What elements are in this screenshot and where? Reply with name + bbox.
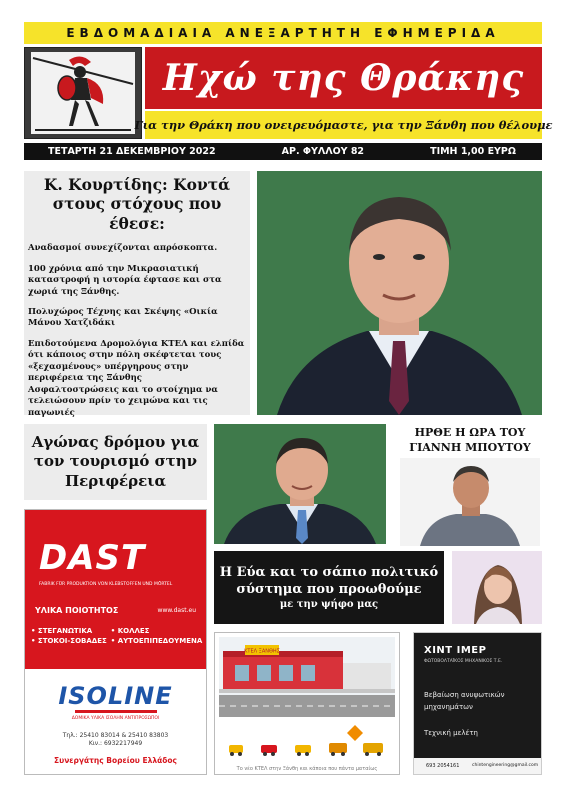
ktel-caption: Το νέο ΚΤΕΛ στην Ξάνθη και κάποια που πάντα ματαίως — [236, 766, 378, 772]
lead-story-title: Κ. Κουρτίδης: Κοντά στους στόχους που έθεσε: — [43, 175, 231, 233]
motto-box — [134, 111, 553, 139]
dast-logo: DAST — [39, 538, 146, 578]
chint-service: μηχανημάτων — [424, 703, 473, 711]
eva-story-subtitle: με την ψήφο μας — [279, 599, 379, 611]
lead-story-item: Πολυχώρος Τέχνης και Σκέψης «Οικία Μάνου Χατζιδάκι — [28, 307, 218, 329]
boutos-story-photo[interactable] — [400, 458, 540, 546]
chint-email[interactable]: chintengineering@gmail.com — [472, 763, 539, 768]
isoline-logo: ISOLINE — [58, 682, 173, 710]
issue-number: ΑΡ. ΦΥΛΛΟΥ 82 — [281, 146, 365, 157]
dast-product: • ΚΟΛΛΕΣ — [110, 627, 150, 635]
issue-info-bar — [24, 143, 542, 160]
newspaper-title-box — [145, 47, 542, 109]
man-portrait — [400, 458, 540, 546]
tourism-story[interactable] — [24, 424, 207, 500]
lead-story-item: Επιδοτούμενα Δρομολόγια ΚΤΕΛ και ελπίδα ότι κάποιος στην πόλη σκέφτεται τους «ξεχασμένους» υπέργηρους στην περιφέρεια της Ξάνθης — [28, 338, 245, 384]
isoline-phone-line: Τηλ.: 25410 83014 & 25410 83803 — [62, 732, 169, 739]
bus-station-illustration — [215, 633, 399, 765]
politician-portrait — [257, 171, 542, 415]
dast-product-list — [31, 627, 201, 645]
spartan-logo — [24, 47, 142, 139]
tourism-story-photo[interactable] — [214, 424, 386, 544]
newspaper-motto: Για την Θράκη που ονειρευόμαστε, για την Ξάνθη που θέλουμε — [134, 118, 553, 132]
eva-story-photo[interactable] — [452, 551, 542, 624]
chint-service: Βεβαίωση ανυψωτικών — [424, 691, 505, 699]
lead-story-item: Αναδασμοί συνεχίζονται απρόσκοπτα. — [28, 243, 218, 254]
tourism-story-title: Αγώνας δρόμου για τον τουρισμό στην Περιφέρεια — [31, 433, 200, 490]
eva-story[interactable] — [214, 551, 444, 624]
isoline-phones — [25, 732, 206, 749]
lead-story[interactable] — [24, 171, 250, 418]
masthead-top-strip: ΕΒΔΟΜΑΔΙΑΙΑ ΑΝΕΞΑΡΤΗΤΗ ΕΦΗΜΕΡΙΔΑ — [24, 22, 542, 44]
isoline-mobile-line: Κιν.: 6932217949 — [88, 740, 143, 748]
man-portrait — [214, 424, 386, 544]
chint-service: Τεχνική μελέτη — [424, 729, 478, 737]
dast-subline: FABRIK FÜR PRODUKTION VON KLEBSTOFFEN UND MÖRTEL — [39, 582, 173, 587]
dast-website[interactable]: www.dast.eu — [157, 607, 196, 614]
dast-product: • ΣΤΟΚΟΙ-ΣΟΒΑΔΕΣ — [31, 637, 107, 645]
dast-ad-header — [25, 510, 206, 669]
warrior-icon — [25, 48, 141, 138]
chint-company-name: ΧΙΝΤ ΙΜΕΡ — [424, 645, 487, 656]
issue-date: ΤΕΤΑΡΤΗ 21 ΔΕΚΕΜΒΡΙΟΥ 2022 — [48, 146, 216, 157]
woman-portrait — [452, 551, 542, 624]
eva-story-title: Η Εύα και το σάπιο πολιτικό σύστημα που προωθούμε — [219, 564, 439, 597]
boutos-story-title[interactable]: ΗΡΘΕ Η ΩΡΑ ΤΟΥ ΓΙΑΝΝΗ ΜΠΟΥΤΟΥ — [409, 426, 531, 454]
lead-story-item: 100 χρόνια από την Μικρασιατική καταστροφή η ιστορία έφτασε και στα χωριά της Ξάνθης. — [28, 263, 222, 297]
newspaper-title: Ηχώ της Θράκης — [162, 57, 525, 99]
issue-price: ΤΙΜΗ 1,00 ΕΥΡΩ — [430, 146, 516, 157]
chint-subtitle: ΦΩΤΟΒΟΛΤΑΪΚΟΣ ΜΗΧΑΝΙΚΟΣ Τ.Ε. — [424, 659, 503, 664]
ktel-advertisement[interactable] — [214, 632, 400, 775]
dast-product: • ΣΤΕΓΑΝΩΤΙΚΑ — [31, 627, 93, 635]
lead-story-item: Ασφαλτοστρώσεις και το στοίχημα να τελειώσουν πρίν το χειμώνα και τις παγωνιές — [28, 384, 218, 418]
isoline-partner: Συνεργάτης Βορείου Ελλάδος — [54, 756, 177, 765]
dast-product: • ΑΥΤΟΕΠΙΠΕΔΟΥΜΕΝΑ — [110, 637, 203, 645]
chint-phone[interactable]: 693 2054161 — [426, 763, 460, 769]
chint-imer-advertisement[interactable] — [413, 632, 542, 775]
dast-advertisement[interactable] — [24, 509, 207, 775]
isoline-underline — [75, 710, 157, 713]
lead-story-photo[interactable] — [257, 171, 542, 415]
isoline-subline: ΔΟΜΙΚΑ ΥΛΙΚΑ ΙΣΟΛΗΝ ΑΝΤΙΠΡΟΣΩΠΟΙ — [71, 716, 160, 721]
ktel-sign: ΚΤΕΛ ΞΑΝΘΗΣ — [244, 648, 280, 655]
dast-quality-label: ΥΛΙΚΑ ΠΟΙΟΤΗΤΟΣ — [35, 606, 119, 615]
